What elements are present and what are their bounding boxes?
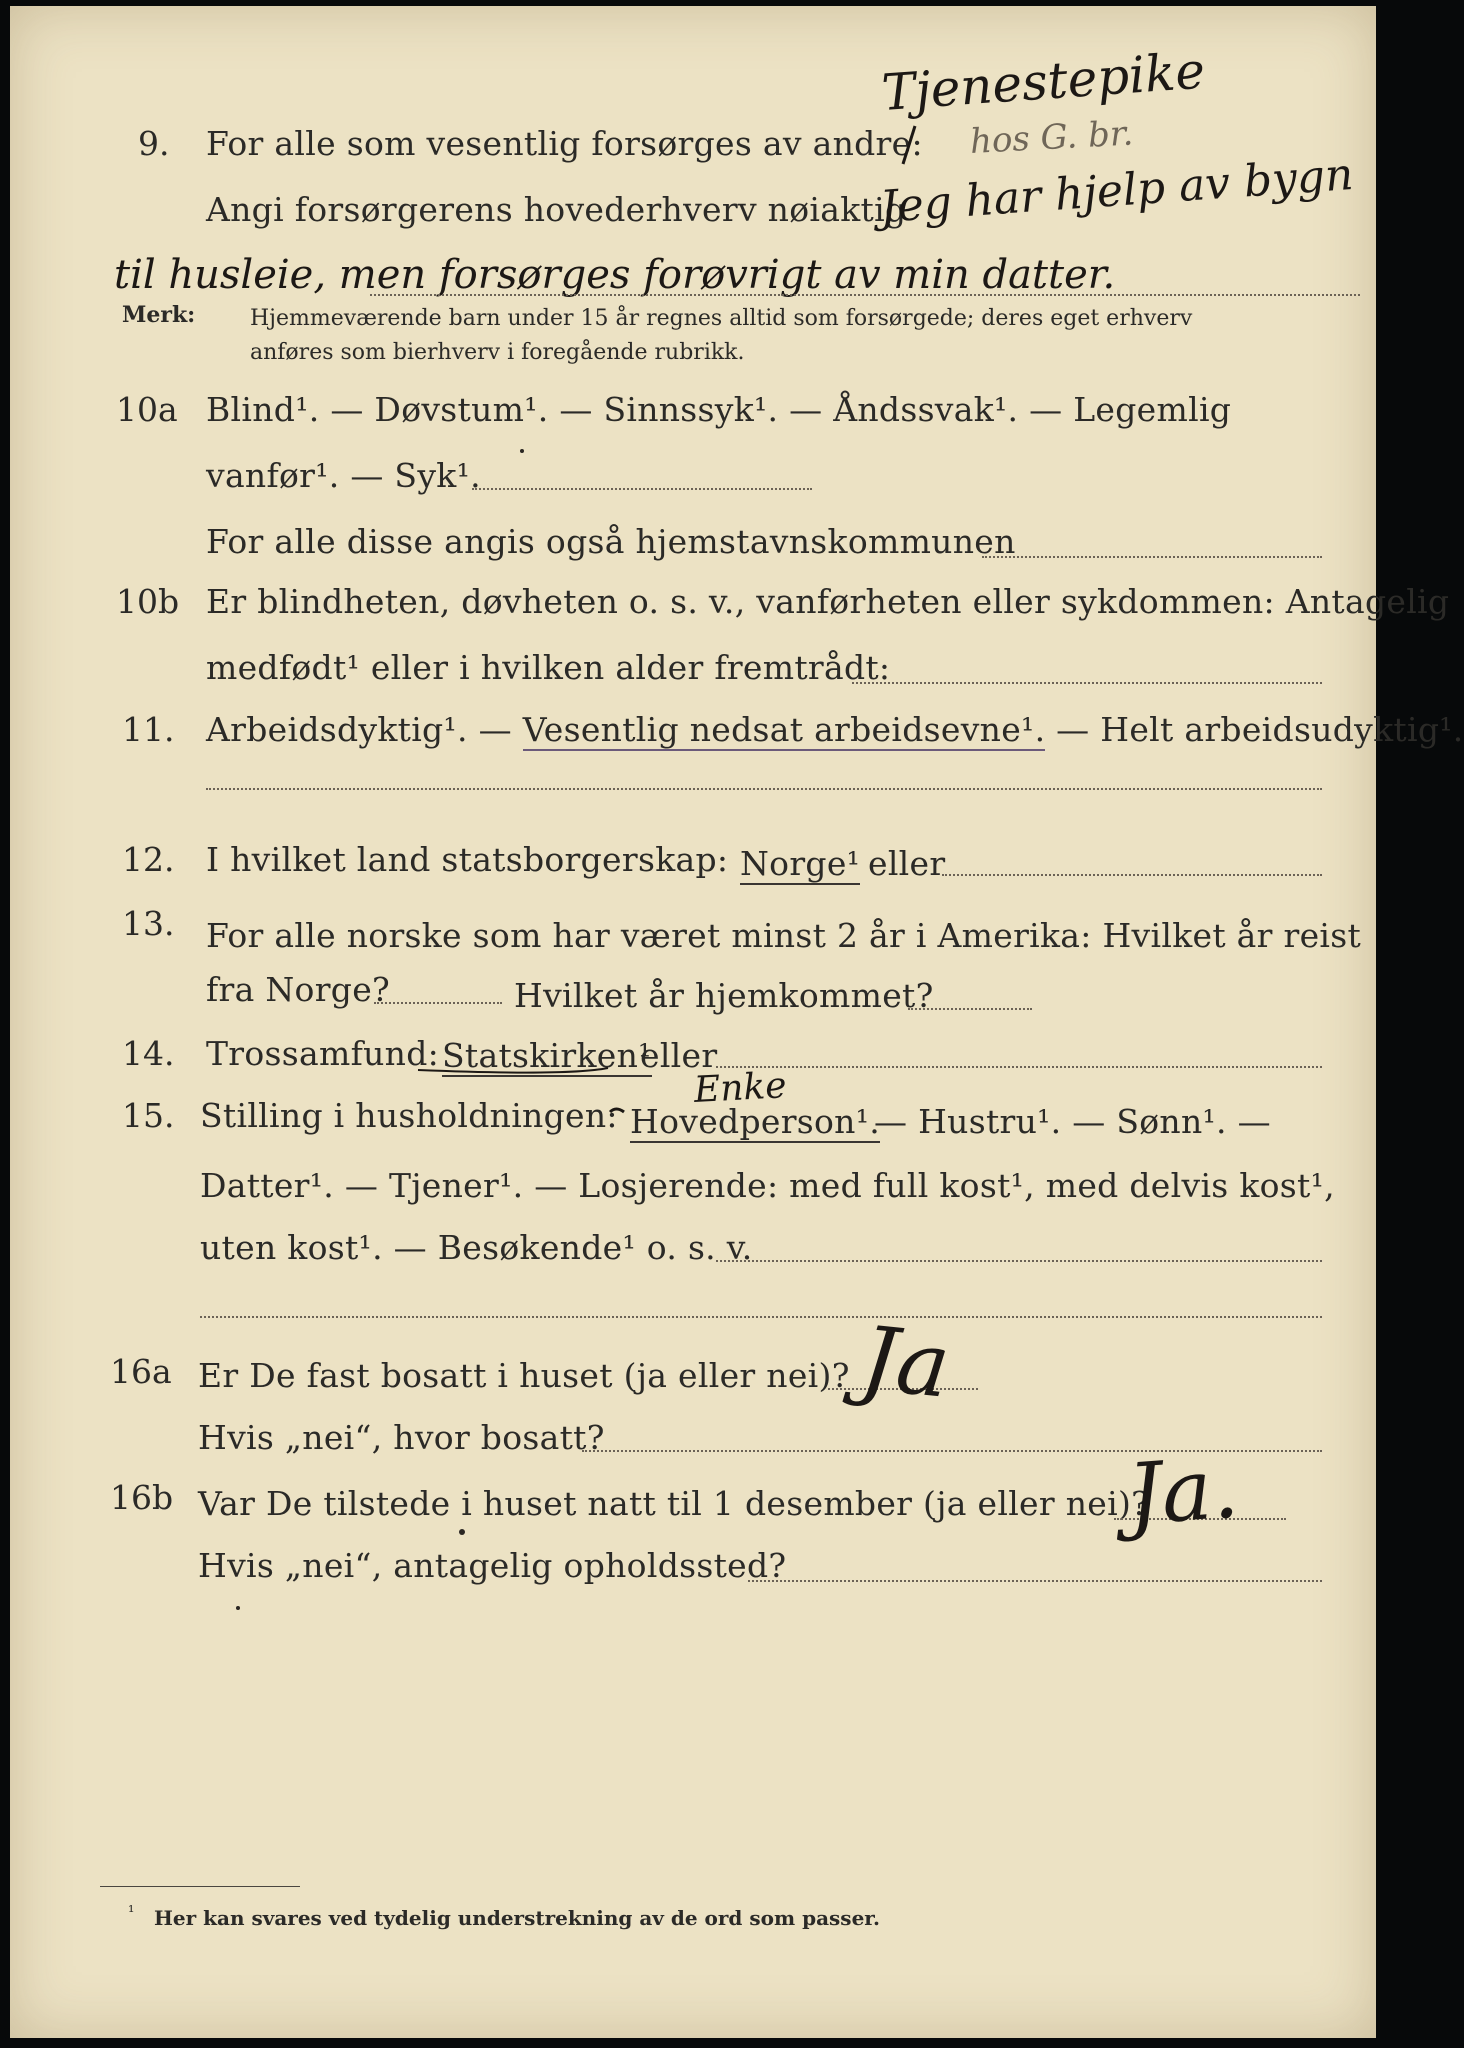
merk-line1: Hjemmeværende barn under 15 år regnes alltid som forsørgede; deres eget erhverv: [250, 306, 1193, 331]
q12-option-norway: Norge¹: [740, 844, 861, 883]
q15-line1a: Stilling i husholdningen:: [200, 1096, 618, 1135]
q16a-line2: Hvis „nei“, hvor bosatt?: [198, 1418, 605, 1457]
q11-option-able: Arbeidsdyktig¹. —: [206, 710, 523, 749]
q10a-line2: vanfør¹. — Syk¹.: [206, 456, 481, 495]
pen-stroke-q15-mark: [610, 1109, 624, 1112]
q16a-handwritten-answer: Ja: [856, 1306, 955, 1418]
q13-number: 13.: [122, 904, 175, 943]
merk-label: Merk:: [122, 302, 196, 328]
q16b-line2: Hvis „nei“, antagelig opholdssted?: [198, 1546, 787, 1585]
q14-number: 14.: [122, 1034, 175, 1073]
q10a-line3: For alle disse angis også hjemstavnskommunen: [206, 522, 1016, 561]
q16a-number: 16a: [110, 1352, 172, 1391]
pen-stroke-q14-mark: [418, 1068, 608, 1073]
q9-handwritten-answer-1: Jeg har hjelp av bygn: [878, 148, 1355, 233]
q14-option-state-church: Statskirken¹: [442, 1036, 652, 1075]
footnote-text: Her kan svares ved tydelig understrekning av de ord som passer.: [154, 1906, 880, 1930]
pen-stroke-q9-tick: [903, 126, 915, 164]
q15-number: 15.: [122, 1096, 175, 1135]
q9-line2: Angi forsørgerens hovederhverv nøiaktig: [206, 190, 907, 229]
q11-option-unable: — Helt arbeidsudyktig¹.: [1045, 710, 1464, 749]
q12-number: 12.: [122, 840, 175, 879]
q13-line2a: fra Norge?: [206, 970, 391, 1009]
ink-dot-1: [459, 1529, 465, 1535]
q10b-line1: Er blindheten, døvheten o. s. v., vanførheten eller sykdommen: Antagelig: [206, 582, 1450, 621]
q15-line3: uten kost¹. — Besøkende¹ o. s. v.: [200, 1228, 753, 1267]
q9-number: 9.: [138, 124, 170, 163]
q13-line1: For alle norske som har været minst 2 år i Amerika: Hvilket år reist: [206, 916, 1362, 955]
q16b-handwritten-answer: Ja.: [1124, 1438, 1242, 1544]
q10b-number: 10b: [116, 582, 180, 621]
q10b-line2: medfødt¹ eller i hvilken alder fremtrådt:: [206, 648, 891, 687]
q15-line1c: — Hustru¹. — Sønn¹. —: [874, 1102, 1271, 1141]
q16b-line1: Var De tilstede i huset natt til 1 desember (ja eller nei)?: [198, 1484, 1150, 1523]
q9-handwritten-answer-2: til husleie, men forsørges forøvrigt av min datter.: [114, 252, 1116, 298]
q14-tail: eller: [640, 1036, 718, 1075]
q10a-line1: Blind¹. — Døvstum¹. — Sinnssyk¹. — Åndssvak¹. — Legemlig: [206, 390, 1232, 429]
q12-tail: eller: [868, 844, 946, 883]
census-form-sheet: [10, 6, 1464, 2038]
q12-text: I hvilket land statsborgerskap:: [206, 840, 729, 879]
footnote-mark: ¹: [128, 1902, 135, 1921]
q15-option-head: Hovedperson¹.: [630, 1102, 881, 1141]
q11-number: 11.: [122, 710, 175, 749]
merk-line2: anføres som bierhverv i foregående rubrikk.: [250, 340, 745, 365]
pen-strokes: [10, 6, 1376, 2038]
ink-dot-3: [520, 449, 524, 453]
q15-handwritten-status: Enke: [692, 1065, 788, 1111]
q10a-number: 10a: [116, 390, 178, 429]
q15-line2: Datter¹. — Tjener¹. — Losjerende: med full kost¹, med delvis kost¹,: [200, 1166, 1335, 1205]
q16a-line1: Er De fast bosatt i huset (ja eller nei)?: [198, 1356, 850, 1395]
q9-line1: For alle som vesentlig forsørges av andre:: [206, 124, 923, 163]
q11-option-reduced: Vesentlig nedsat arbeidsevne¹.: [522, 710, 1046, 749]
handwritten-employer: hos G. br.: [968, 113, 1135, 162]
ink-dot-2: [236, 1606, 240, 1610]
q16b-number: 16b: [110, 1478, 174, 1517]
handwritten-occupation: Tjenestepike: [879, 41, 1207, 122]
q13-line2b: Hvilket år hjemkommet?: [514, 976, 934, 1015]
q14-text: Trossamfund:: [206, 1034, 440, 1073]
